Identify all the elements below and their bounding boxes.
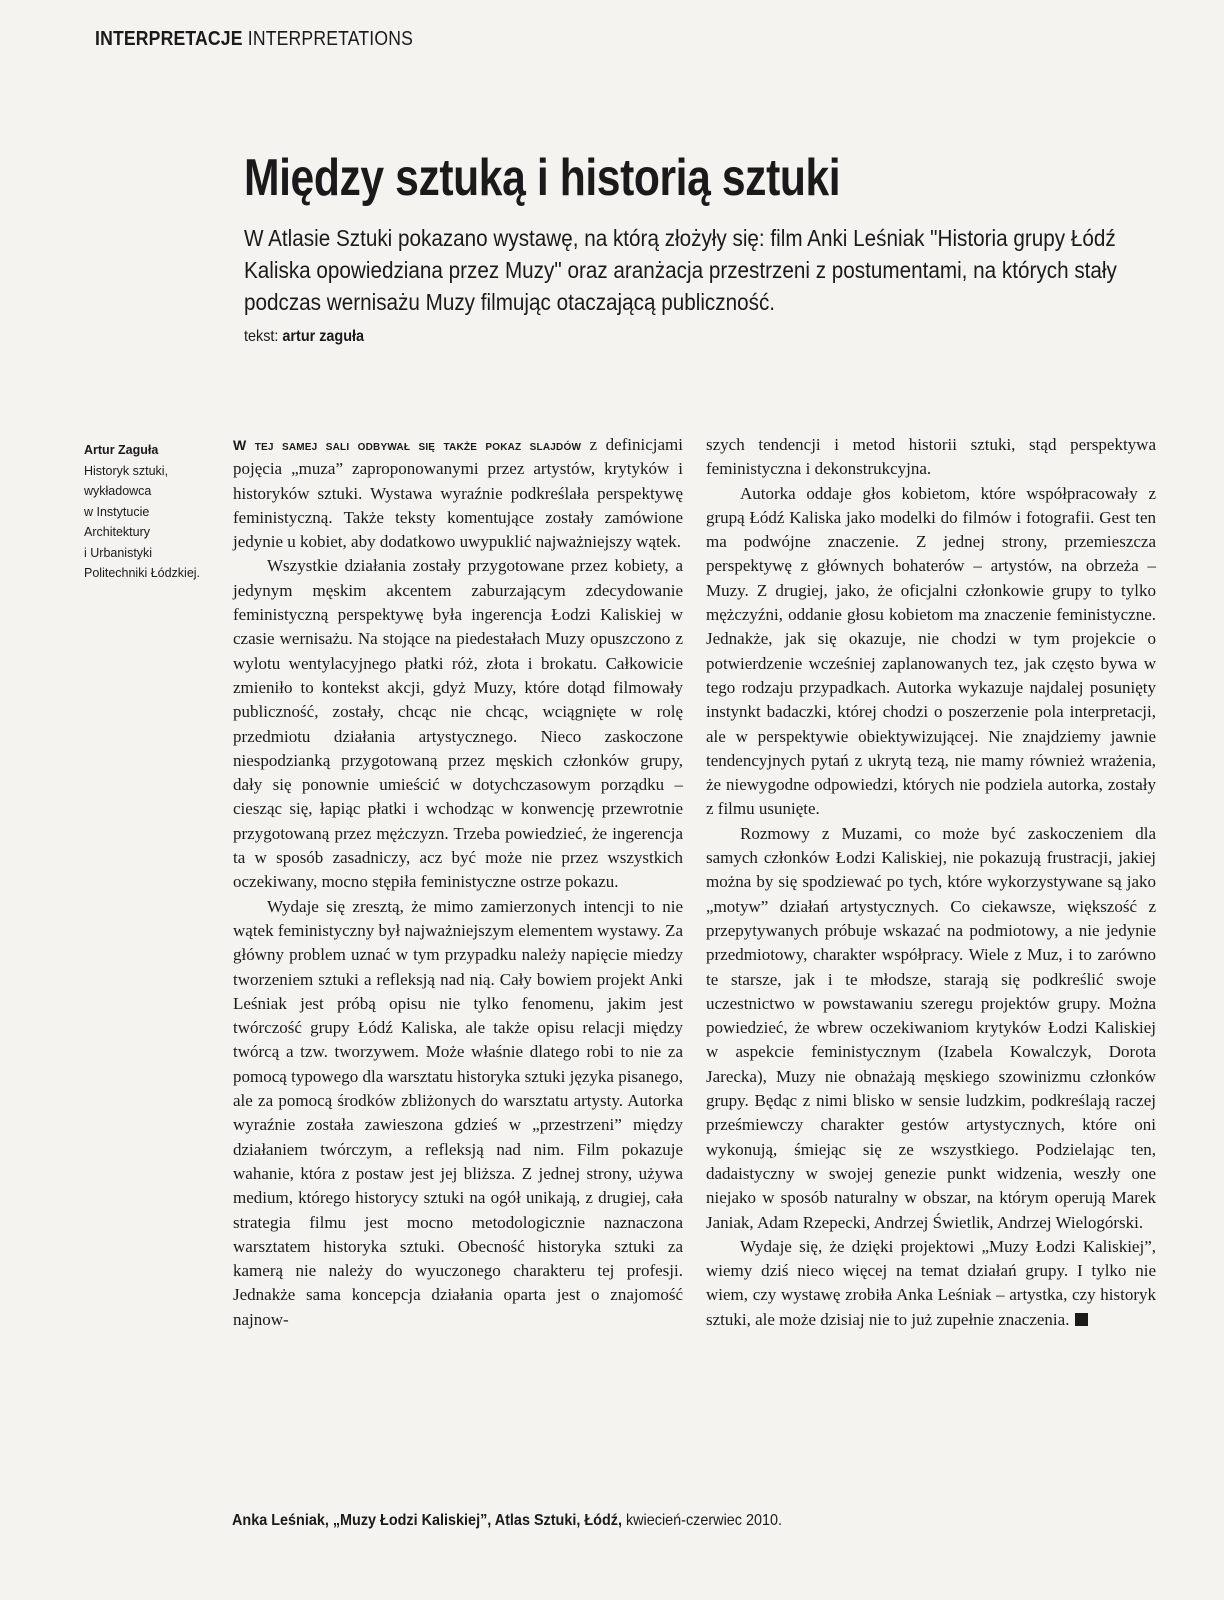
byline (244, 328, 364, 346)
article-title: Między sztuką i historią sztuki (244, 149, 841, 207)
byline-author: artur zaguła (282, 328, 365, 345)
lead-line: Kaliska opowiedziana przez Muzy" oraz aranżacja przestrzeni z postumentami, na których stały (244, 257, 1117, 283)
author-sidebar (84, 440, 200, 584)
end-of-article-mark (1075, 1313, 1088, 1326)
author-name: Artur Zaguła (84, 443, 159, 457)
paragraph-text: Wydaje się, że dzięki projektowi „Muzy Łodzi Kaliskiej”, wiemy dziś nieco więcej na temat działań grupy. I tylko nie wiem, czy wystawę zrobiła Anka Leśniak – artystka, czy historyk sztuki, ale może dzisiaj nie to już zupełnie znaczenia. (706, 1236, 1156, 1329)
body-paragraph: Wszystkie działania zostały przygotowane przez kobiety, a jedynym męskim akcentem zaburzającym zdecydowanie feministyczną perspektywę była ingerencja Łodzi Kaliskiej w czasie wernisażu. Na stojące na piedestałach Muzy opuszczono z wylotu wentylacyjnego płatki róż, złota i brokatu. Całkowicie zmieniło to kontekst akcji, gdyż Muzy, które dotąd filmowały publiczność, zostały, chcąc nie chcąc, wciągnięte w rolę przedmiotu działania artystycznego. Nieco zaskoczone niespodzianką przygotowaną przez męskich członków grupy, dały się ponownie umieścić w dotychczasowym porządku – ciesząc się, łapiąc płatki i wchodząc w konwencję przewrotnie przygotowaną przez mężczyzn. Trzeba powiedzieć, że ingerencja ta w sposób zasadniczy, acz być może nie przez wszystkich oczekiwany, mocno stępiła feministyczne ostrze pokazu. (233, 556, 683, 892)
body-paragraph (706, 1235, 1156, 1332)
section-label-pl: INTERPRETACJE (95, 28, 243, 50)
caption-bold: Anka Leśniak, „Muzy Łodzi Kaliskiej”, Atlas Sztuki, Łódź, (232, 1512, 622, 1529)
lead-line: W Atlasie Sztuki pokazano wystawę, na którą złożyły się: film Anki Leśniak "Historia grupy Łódź (244, 225, 1116, 251)
lead-line: podczas wernisażu Muzy filmując otaczającą publiczność. (244, 289, 776, 315)
section-header (95, 28, 413, 51)
paragraph-text: z definicjami pojęcia „muza” zaproponowanymi przez artystów, krytyków i historyków sztuki. Wystawa wyraźnie podkreślała perspektywę feministyczną. Także teksty komentujące zostały zamówione jedynie u kobiet, aby dodatkowo uwypuklić najważniejszy wątek. (233, 435, 683, 552)
author-bio-line: Historyk sztuki, (84, 463, 169, 478)
author-bio-line: Politechniki Łódzkiej. (84, 566, 201, 580)
exhibition-caption (232, 1512, 782, 1530)
byline-prefix: tekst: (244, 328, 279, 345)
article-lead (244, 222, 1142, 318)
body-paragraph: Rozmowy z Muzami, co może być zaskoczeniem dla samych członków Łodzi Kaliskiej, nie pokazują frustracji, jakiej można by się spodziewać po tych, które wykorzystywane są jako „motyw” działań artystycznych. Co ciekawsze, większość z przepytywanych próbuje wskazać na podmiotowy, a nie jedynie przedmiotowy, charakter współpracy. Wiele z Muz, i to zarówno te starsze, jak i te młodsze, starają się podkreślić swoje uczestnictwo w powstawaniu szeregu projektów grupy. Można powiedzieć, że wbrew oczekiwaniom krytyków Łodzi Kaliskiej w aspekcie feministycznym (Izabela Kowalczyk, Dorota Jarecka), Muzy nie obnażają męskiego szowinizmu członków grupy. Będąc z nimi blisko w sensie ludzkim, podkreślają raczej prześmiewczy charakter gestów artystycznych, które oni wykonują, śmiejąc się ze wszystkiego. Podzielając ten, dadaistyczny w swojej genezie punkt widzenia, weszły one niejako w sposób naturalny w obszar, na którym operują Marek Janiak, Adam Rzepecki, Andrzej Świetlik, Andrzej Wielogórski. (706, 823, 1156, 1232)
author-bio-line: w Instytucie (84, 504, 150, 519)
body-paragraph: Wydaje się zresztą, że mimo zamierzonych intencji to nie wątek feministyczny był najważniejszym elementem wystawy. Za główny problem uznać w tym przypadku należy napięcie miedzy tworzeniem sztuki a refleksją nad nią. Cały bowiem projekt Anki Leśniak jest próbą opisu nie tylko fenomenu, jakim jest twórczość grupy Łódź Kaliska, ale także opisu relacji między twórcą a tzw. tworzywem. Może właśnie dlatego robi to nie za pomocą typowego dla warsztatu historyka sztuki języka pisanego, ale za pomocą środków zbliżonych do warsztatu artysty. Autorka wyraźnie została zawieszona gdzieś w „przestrzeni” między działaniem twórczym, a refleksją nad nim. Film pokazuje wahanie, która z postaw jest jej bliższa. Z jednej strony, używa medium, którego historycy sztuki na ogół unikają, z drugiej, cała strategia filmu jest mocno metodologicznie naznaczona warsztatem historyka sztuki. Obecność historyka sztuki za kamerą nie należy do wyuczonego charakteru tej profesji. Jednakże sama koncepcja działania oparta jest o znajomość najnow- (233, 896, 683, 1329)
section-label-en: INTERPRETATIONS (247, 28, 414, 50)
caption-date: kwiecień-czerwiec 2010. (621, 1512, 783, 1529)
body-paragraph (233, 433, 683, 554)
lead-in: W tej samej sali odbywał się także pokaz slajdów (233, 437, 582, 453)
body-paragraph: Autorka oddaje głos kobietom, które współpracowały z grupą Łódź Kaliska jako modelki do filmów i fotografii. Gest ten ma podwójne znaczenie. Z jednej strony, przemieszcza perspektywę z głównych bohaterów – artystów, na obrzeża – Muzy. Z drugiej, jako, że oficjalni członkowie grupy to tylko mężczyźni, oddanie głosu kobietom ma znaczenie feministyczne. Jednakże, jak się okazuje, nie chodzi w tym projekcie o potwierdzenie wcześniej zaplanowanych tez, jak często bywa w tego rodzaju przypadkach. Autorka wykazuje najdalej posunięty instynkt badaczki, której chodzi o poszerzenie pola interpretacji, ale w perspektywie obiektywizującej. Nie znajdziemy jawnie tendencyjnych pytań z ukrytą tezą, nie mamy również wrażenia, że niewygodne odpowiedzi, których nie podziela autorka, zostały z filmu usunięte. (706, 483, 1156, 819)
author-bio-line: Architektury (84, 525, 150, 539)
author-bio-line: wykładowca (84, 484, 152, 498)
author-bio-line: i Urbanistyki (84, 545, 153, 560)
body-column-right (706, 433, 1156, 1332)
body-paragraph: szych tendencji i metod historii sztuki, stąd perspektywa feministyczna i dekonstrukcyjna. (706, 435, 1156, 479)
body-column-left (233, 433, 683, 1332)
